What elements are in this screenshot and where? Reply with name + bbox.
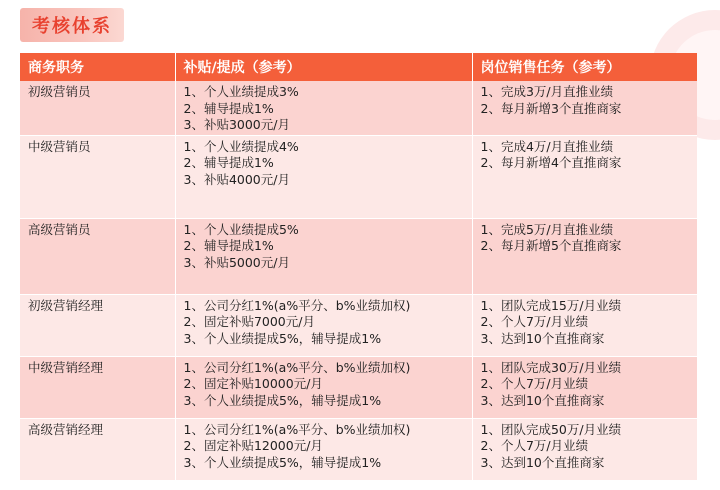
role-cell: 高级营销员: [20, 218, 175, 294]
task-item: 1、完成5万/月直推业绩: [480, 221, 614, 237]
role-cell: 中级营销经理: [20, 356, 175, 418]
benefit-item: 1、个人业绩提成5%: [183, 221, 299, 237]
task-item: 3、达到10个直推商家: [480, 392, 605, 408]
benefit-item: 3、补贴3000元/月: [183, 117, 290, 132]
task-item: 1、完成4万/月直推业绩: [480, 138, 614, 154]
benefit-item: 1、公司分红1%(a%平分、b%业绩加权): [183, 421, 411, 437]
role-cell: 高级营销经理: [20, 418, 175, 480]
benefit-item: 2、辅导提成1%: [183, 100, 274, 116]
task-item: 2、个人7万/月业绩: [480, 376, 589, 391]
tasks-cell: [472, 81, 697, 135]
benefits-cell: [175, 294, 472, 356]
tasks-cell: [472, 418, 697, 480]
benefit-item: 3、补贴5000元/月: [183, 254, 290, 270]
benefit-item: 1、个人业绩提成4%: [183, 138, 299, 154]
table-row: [20, 356, 697, 418]
task-item: 2、每月新增5个直推商家: [480, 238, 622, 253]
benefit-item: 1、公司分红1%(a%平分、b%业绩加权): [183, 297, 411, 313]
tasks-cell: [472, 356, 697, 418]
role-cell: 中级营销员: [20, 135, 175, 218]
table-row: [20, 294, 697, 356]
task-item: 3、达到10个直推商家: [480, 330, 605, 346]
task-item: 2、每月新增3个直推商家: [480, 100, 622, 116]
benefits-cell: [175, 81, 472, 135]
benefits-cell: [175, 218, 472, 294]
role-cell: 初级营销员: [20, 81, 175, 135]
tasks-cell: [472, 294, 697, 356]
benefit-item: 2、固定补贴12000元/月: [183, 438, 323, 453]
table-header-row: [20, 53, 697, 81]
table-row: [20, 218, 697, 294]
assessment-table: [20, 53, 697, 481]
table-row: [20, 418, 697, 480]
role-cell: 初级营销经理: [20, 294, 175, 356]
table-row: [20, 135, 697, 218]
benefit-item: 2、固定补贴7000元/月: [183, 314, 315, 329]
benefit-item: 3、个人业绩提成5%，辅导提成1%: [183, 330, 382, 346]
header-benefits: 补贴/提成（参考）: [175, 53, 472, 81]
benefits-cell: [175, 418, 472, 480]
header-role: 商务职务: [20, 53, 175, 81]
benefit-item: 2、辅导提成1%: [183, 155, 274, 170]
tasks-cell: [472, 218, 697, 294]
benefit-item: 3、个人业绩提成5%，辅导提成1%: [183, 392, 382, 408]
benefit-item: 3、补贴4000元/月: [183, 171, 290, 187]
tasks-cell: [472, 135, 697, 218]
benefits-cell: [175, 135, 472, 218]
task-item: 3、达到10个直推商家: [480, 454, 605, 470]
benefit-item: 1、公司分红1%(a%平分、b%业绩加权): [183, 359, 411, 375]
benefit-item: 1、个人业绩提成3%: [183, 84, 299, 99]
benefit-item: 2、固定补贴10000元/月: [183, 376, 323, 391]
task-item: 1、团队完成30万/月业绩: [480, 359, 622, 375]
benefit-item: 3、个人业绩提成5%，辅导提成1%: [183, 454, 382, 470]
task-item: 1、完成3万/月直推业绩: [480, 84, 614, 99]
task-item: 2、每月新增4个直推商家: [480, 155, 622, 170]
header-tasks: 岗位销售任务（参考）: [472, 53, 697, 81]
table-row: [20, 81, 697, 135]
section-title-banner: [20, 8, 124, 42]
benefit-item: 2、辅导提成1%: [183, 238, 274, 253]
task-item: 2、个人7万/月业绩: [480, 438, 589, 453]
task-item: 2、个人7万/月业绩: [480, 314, 589, 329]
section-title: 考核体系: [32, 16, 112, 37]
task-item: 1、团队完成50万/月业绩: [480, 421, 622, 437]
benefits-cell: [175, 356, 472, 418]
task-item: 1、团队完成15万/月业绩: [480, 297, 622, 313]
